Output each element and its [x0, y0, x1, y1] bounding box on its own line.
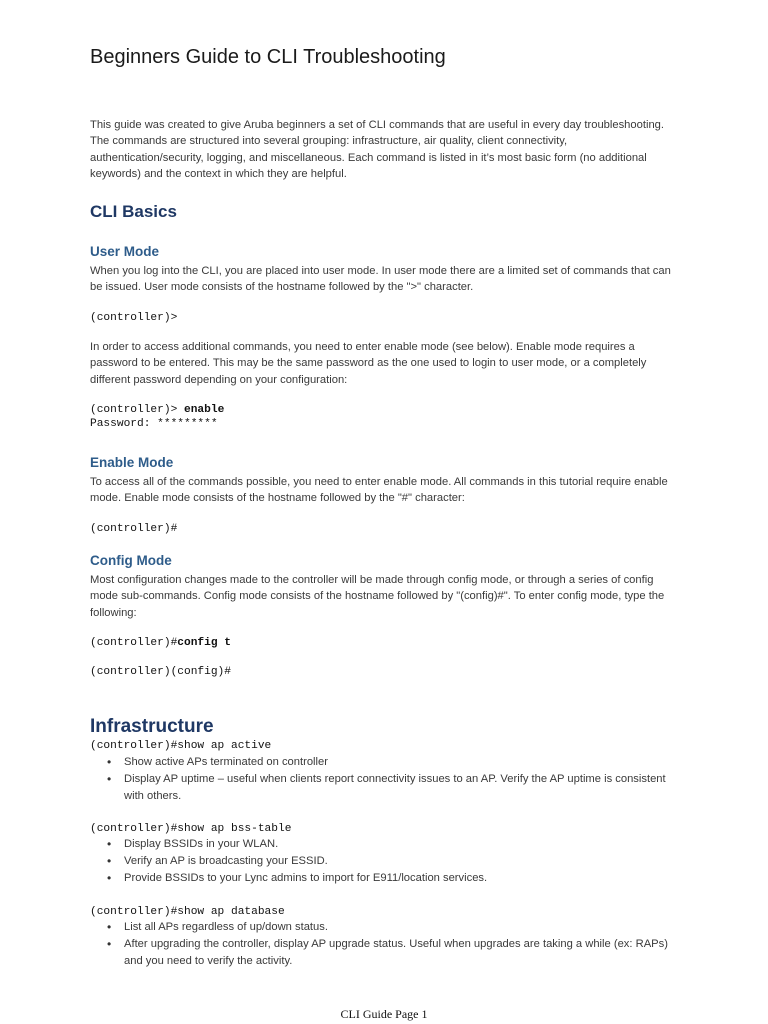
list-item: • Provide BSSIDs to your Lync admins to import for E911/location services. [90, 870, 680, 887]
enable-command-prompt: (controller)> [90, 404, 184, 416]
list-item: • List all APs regardless of up/down status. [90, 919, 680, 936]
list-item: • Show active APs terminated on controller [90, 754, 680, 771]
command-show-ap-active: (controller)#show ap active [90, 740, 272, 752]
password-line: Password: ********* [90, 418, 218, 430]
command-show-ap-database: (controller)#show ap database [90, 906, 285, 918]
config-command-block [90, 636, 680, 650]
list-item: • After upgrading the controller, display AP upgrade status. Useful when upgrades are taking a while (ex: RAPs) and you need to verify the activity. [90, 936, 680, 970]
config-mode-prompt: (controller)(config)# [90, 666, 231, 678]
enable-command-block [90, 403, 680, 417]
list-item: • Verify an AP is broadcasting your ESSID. [90, 853, 680, 870]
page-title: Beginners Guide to CLI Troubleshooting [90, 46, 446, 68]
config-mode-text: Most configuration changes made to the controller will be made through config mode, or through a series of config mode sub-commands. Config mode consists of the hostname followed by "(config)#". To enter config mode, type the following: [90, 574, 665, 619]
subheading-config-mode: Config Mode [90, 553, 172, 568]
command-show-ap-active-notes [90, 754, 680, 805]
subheading-enable-mode: Enable Mode [90, 455, 174, 470]
enable-command: enable [184, 404, 225, 416]
enable-access-text: In order to access additional commands, you need to enter enable mode (see below). Enable mode requires a password to be entered. This may be the same password as the one used to login to user mode, or a completely different password depending on your configuration: [90, 341, 647, 386]
command-show-ap-bss-table-notes [90, 836, 680, 887]
enable-mode-prompt: (controller)# [90, 523, 178, 535]
enable-mode-text: To access all of the commands possible, you need to enter enable mode. All commands in this tutorial require enable mode. Enable mode consists of the hostname followed by the "#" character: [90, 476, 668, 505]
intro-paragraph: This guide was created to give Aruba beginners a set of CLI commands that are useful in every day troubleshooting. The commands are structured into several grouping: infrastructure, air quality, client connectivity, authentication/security, logging, and miscellaneous. Each command is listed in it’s most basic form (no additional keywords) and the context in which they are helpful. [90, 119, 664, 180]
list-item: • Display BSSIDs in your WLAN. [90, 836, 680, 853]
subheading-user-mode: User Mode [90, 244, 160, 259]
command-show-ap-database-notes [90, 919, 680, 970]
command-show-ap-bss-table: (controller)#show ap bss-table [90, 823, 292, 835]
section-heading-infrastructure: Infrastructure [90, 716, 214, 737]
user-mode-text: When you log into the CLI, you are placed into user mode. In user mode there are a limited set of commands that can be issued. User mode consists of the hostname followed by the ">" character. [90, 265, 671, 294]
config-command-prompt: (controller)# [90, 637, 178, 649]
page-footer: CLI Guide Page 1 [340, 1007, 428, 1021]
section-heading-cli-basics: CLI Basics [90, 202, 177, 221]
config-command: config t [177, 637, 231, 649]
user-mode-prompt: (controller)> [90, 312, 178, 324]
list-item: • Display AP uptime – useful when clients report connectivity issues to an AP. Verify the AP uptime is consistent with others. [90, 771, 680, 805]
